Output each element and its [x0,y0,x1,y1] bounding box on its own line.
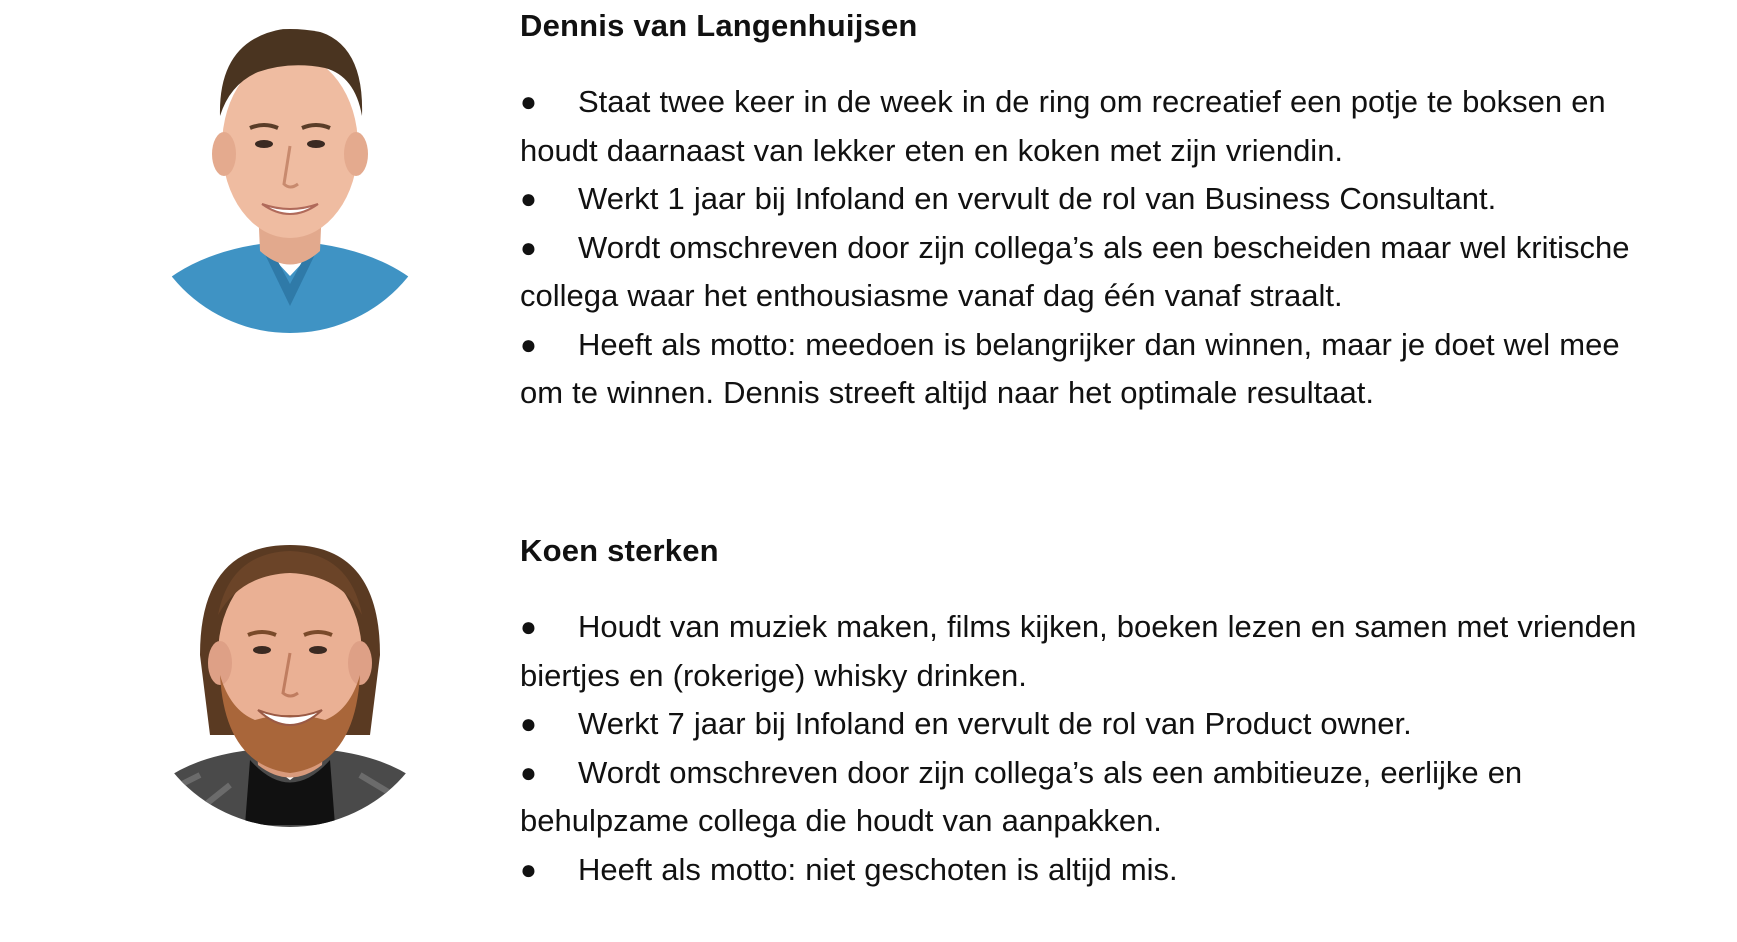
bullet-icon: ● [520,183,537,214]
list-item: ● Werkt 7 jaar bij Infoland en vervult de rol van Product owner. [520,700,1640,749]
bullet-icon: ● [520,756,537,788]
person-name: Koen sterken [520,533,719,568]
profile-text [520,4,1640,418]
portrait-photo [140,535,440,915]
profile-dennis [0,0,1737,440]
bullet-icon: ● [520,853,537,885]
portrait-photo [140,6,440,386]
avatar [140,6,440,386]
bullet-list [520,78,1640,418]
list-item: ● Staat twee keer in de week in de ring om recreatief een potje te boksen en houdt daarnaast van lekker eten en koken met zijn vriendin. [520,78,1640,175]
profile-koen [0,525,1737,942]
list-item: ● Houdt van muziek maken, films kijken, boeken lezen en samen met vrienden biertjes en (rokerige) whisky drinken. [520,603,1640,700]
list-item: ● Heeft als motto: meedoen is belangrijker dan winnen, maar je doet wel mee om te winnen. Dennis streeft altijd naar het optimale resultaat. [520,321,1640,418]
list-item: ● Werkt 1 jaar bij Infoland en vervult de rol van Business Consultant. [520,175,1640,224]
list-item: ● Wordt omschreven door zijn collega’s als een ambitieuze, eerlijke en behulpzame collega die houdt van aanpakken. [520,749,1640,846]
profile-text [520,529,1640,894]
bullet-icon: ● [520,611,537,642]
bullet-icon: ● [520,328,537,360]
list-item: ● Heeft als motto: niet geschoten is altijd mis. [520,846,1640,895]
bullet-icon: ● [520,708,537,739]
bullet-list [520,603,1640,894]
person-name: Dennis van Langenhuijsen [520,8,918,43]
bullet-icon: ● [520,231,537,263]
bullet-icon: ● [520,86,537,117]
list-item: ● Wordt omschreven door zijn collega’s als een bescheiden maar wel kritische collega waar het enthousiasme vanaf dag één vanaf straalt. [520,224,1640,321]
avatar [140,535,440,915]
